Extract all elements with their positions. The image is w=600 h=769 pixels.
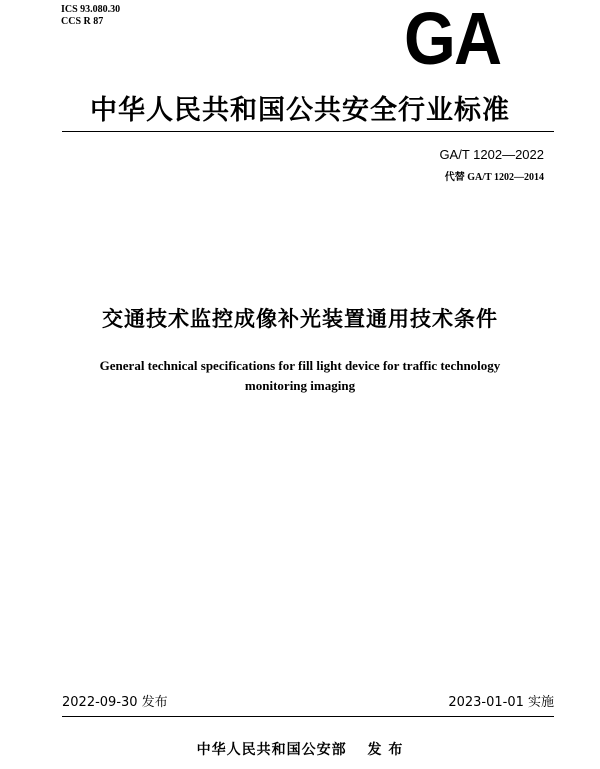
ga-logo: GA [404,0,501,80]
bottom-divider [62,716,554,717]
top-divider [62,131,554,132]
standard-title: 中华人民共和国公共安全行业标准 [90,95,510,126]
ics-code: ICS 93.080.30 [61,4,121,15]
document-title-cn: 交通技术监控成像补光装置通用技术条件 [102,307,498,331]
ccs-code: CCS R 87 [61,16,104,27]
document-title-en: General technical specifications for fill light device for traffic technology monitoring imaging [99,358,501,393]
issue-date: 2022-09-30 发布 [62,695,168,710]
classification-codes [61,4,120,28]
replaces-standard: 代替 GA/T 1202—2014 [444,172,544,183]
standard-number: GA/T 1202—2022 [439,147,544,162]
issuer: 中华人民共和国公安部 发 布 [196,742,404,758]
implementation-date: 2023-01-01 实施 [448,695,554,710]
